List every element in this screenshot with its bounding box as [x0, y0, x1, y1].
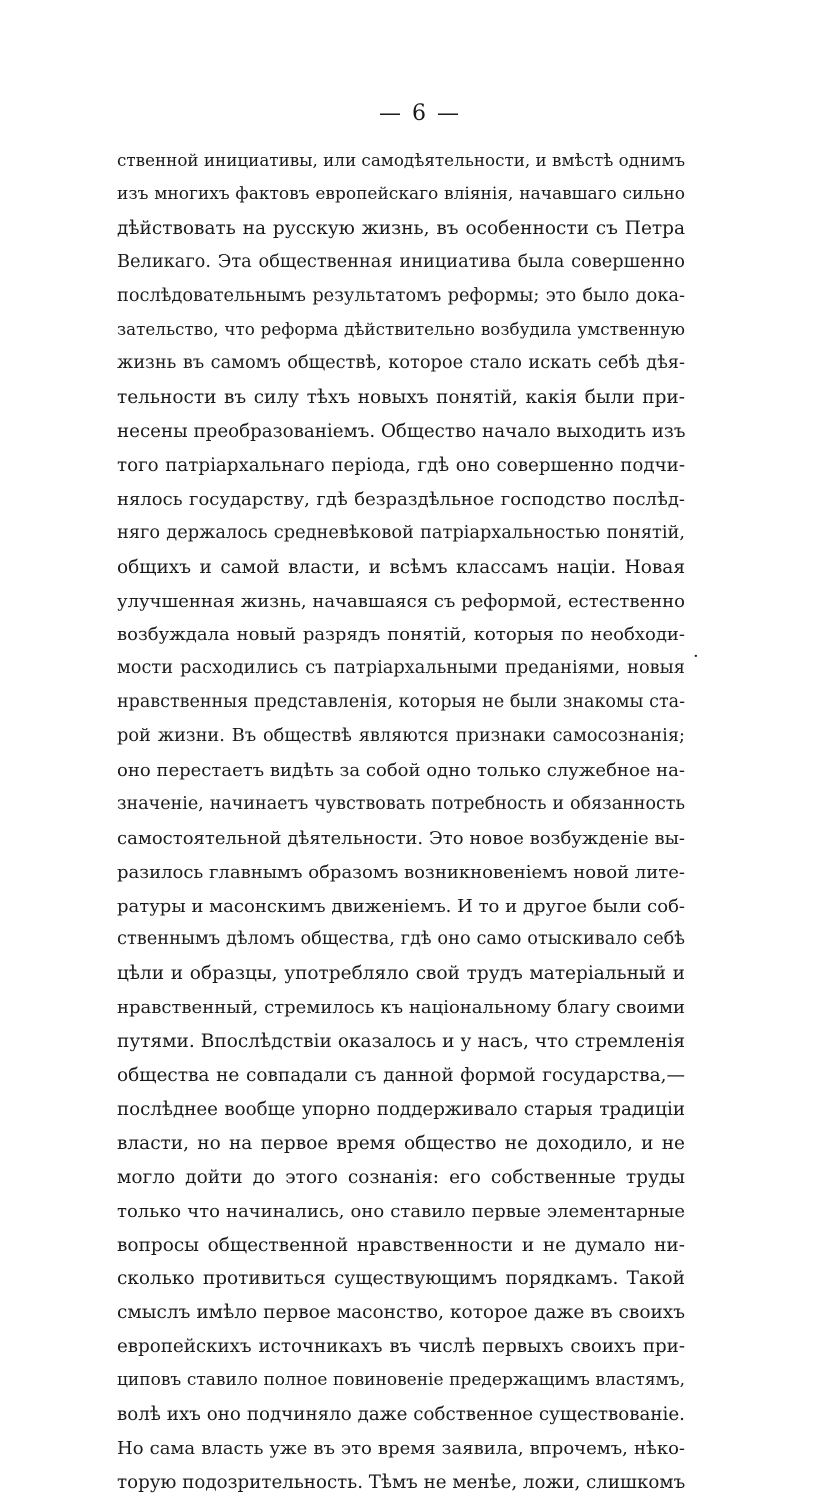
text-line: европейскихъ источникахъ въ числѣ первыхъ своихъ при-	[117, 1336, 685, 1358]
text-line: улучшенная жизнь, начавшаяся съ реформой, естественно	[117, 590, 685, 612]
text-line: ратуры и масонскимъ движеніемъ. И то и другое были соб-	[117, 895, 685, 917]
body-text	[117, 144, 685, 1500]
text-line: самостоятельной дѣятельности. Это новое возбужденіе вы-	[117, 827, 685, 849]
text-line: няго держалось средневѣковой патріархальностью понятій,	[117, 522, 685, 543]
text-line: дѣйствовать на русскую жизнь, въ особенности съ Петра	[117, 217, 685, 239]
margin-mark: ·	[693, 646, 699, 667]
text-line: рой жизни. Въ обществѣ являются признаки самосознанія;	[117, 726, 685, 747]
text-line: власти, но на первое время общество не доходило, и не	[117, 1132, 685, 1154]
text-line: волѣ ихъ оно подчиняло даже собственное существованіе.	[117, 1403, 685, 1425]
text-line: вопросы общественной нравственности и не думало ни-	[117, 1234, 685, 1256]
text-line: путями. Впослѣдствіи оказалось и у насъ, что стремленія	[117, 1031, 685, 1053]
text-line: ственной инициативы, или самодѣятельности, и вмѣстѣ однимъ	[117, 150, 686, 170]
text-line: значеніе, начинаетъ чувствовать потребность и обязанность	[117, 793, 685, 814]
text-line: ственнымъ дѣломъ общества, гдѣ оно само отыскивало себѣ	[117, 929, 685, 950]
text-line: сколько противиться существующимъ порядкамъ. Такой	[117, 1268, 685, 1290]
text-line: нравственныя представленія, которыя не были знакомы ста-	[117, 692, 685, 713]
text-line: разилось главнымъ образомъ возникновеніемъ новой лите-	[117, 861, 685, 883]
text-line: оно перестаетъ видѣть за собой одно только служебное на-	[117, 760, 685, 782]
text-line: послѣднее вообще упорно поддерживало старыя традиціи	[117, 1098, 685, 1120]
text-line: Но сама власть уже въ это время заявила, впрочемъ, нѣко-	[117, 1437, 685, 1459]
text-line: смыслъ имѣло первое масонство, которое даже въ своихъ	[117, 1302, 685, 1324]
text-line: общества не совпадали съ данной формой государства,—	[117, 1065, 685, 1087]
text-line: послѣдовательнымъ результатомъ реформы; это было дока-	[117, 285, 685, 306]
text-line: цѣли и образцы, употребляло свой трудъ матеріальный и	[117, 963, 685, 985]
text-line: несены преобразованіемъ. Общество начало выходить изъ	[117, 421, 686, 443]
text-line: того патріархальнаго періода, гдѣ оно совершенно подчи-	[117, 455, 685, 477]
text-line: нравственный, стремилось къ національному благу своими	[117, 997, 685, 1019]
text-line: тельности въ силу тѣхъ новыхъ понятій, какія были при-	[117, 387, 685, 409]
text-line: могло дойти до этого сознанія: его собственные труды	[117, 1166, 685, 1188]
text-line: изъ многихъ фактовъ европейскаго вліянія, начавшаго сильно	[117, 183, 685, 204]
text-line: зательство, что реформа дѣйствительно возбудила умственную	[117, 319, 685, 340]
text-line: только что начинались, оно ставило первые элементарные	[117, 1200, 685, 1222]
text-line: нялось государству, гдѣ безраздѣльное господство послѣд-	[117, 488, 685, 510]
text-line: мости расходились съ патріархальными преданіями, новыя	[117, 658, 685, 679]
text-line: жизнь въ самомъ обществѣ, которое стало искать себѣ дѣя-	[117, 353, 685, 374]
text-line: Великаго. Эта общественная инициатива была совершенно	[117, 251, 685, 272]
text-line: возбуждала новый разрядъ понятій, которыя по необходи-	[117, 624, 685, 646]
page-number: — 6 —	[379, 101, 461, 126]
text-line: циповъ ставило полное повиновеніе предержащимъ властямъ,	[117, 1370, 685, 1391]
text-line: торую подозрительность. Тѣмъ не менѣе, ложи, слишкомъ	[117, 1471, 686, 1493]
text-line: общихъ и самой власти, и всѣмъ классамъ націи. Новая	[117, 556, 685, 578]
